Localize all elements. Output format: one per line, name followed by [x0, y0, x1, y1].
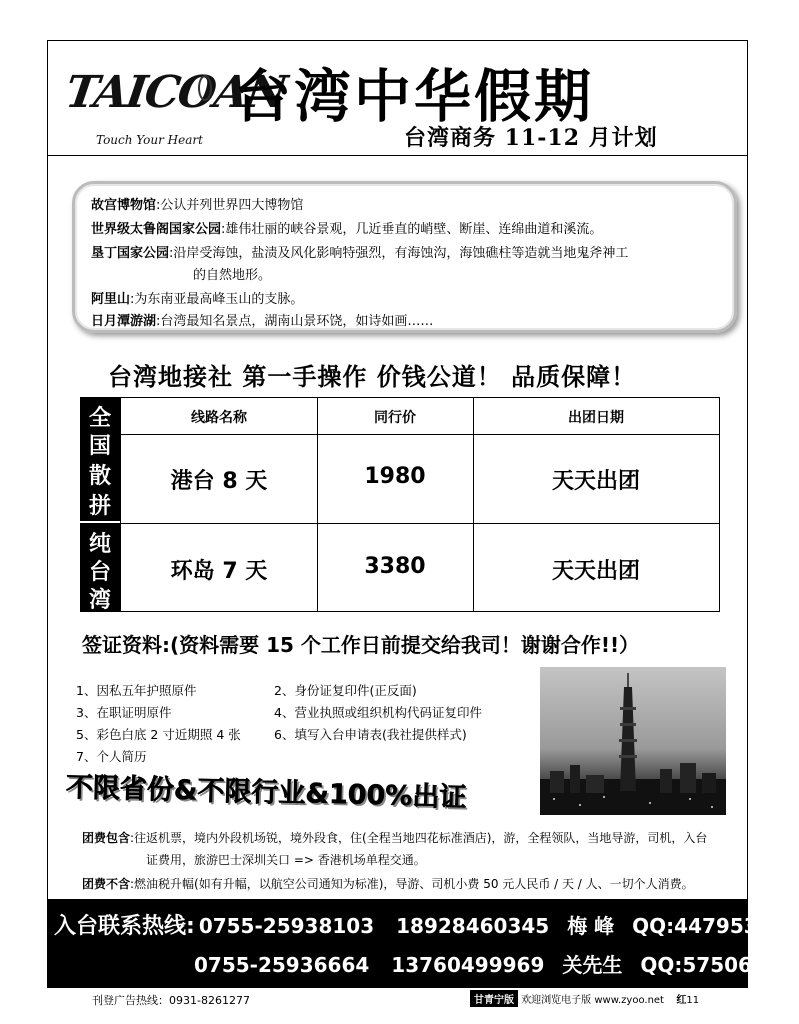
logo-tagline: Touch Your Heart	[96, 133, 203, 147]
hotline-qq: QQ:57506060	[640, 953, 794, 977]
visa-title: 签证资料:(资料需要 15 个工作日前提交给我司！谢谢合作!!）	[82, 633, 640, 657]
ad-hotline: 刊登广告热线：0931-8261277	[92, 994, 250, 1007]
hotline-row	[194, 949, 794, 978]
hotline-mobile: 13760499969	[391, 953, 545, 977]
side-char: 湾	[88, 588, 111, 613]
taiwan-logo	[62, 49, 289, 149]
visa-doc-item: 7、个人简历	[76, 749, 147, 764]
page-number: 11	[686, 995, 700, 1006]
table-cell-price: 1980	[364, 464, 426, 489]
hotline-band	[48, 899, 799, 987]
table-cell-price: 3380	[364, 554, 426, 579]
logo-badge-icon	[198, 75, 212, 101]
route-table	[120, 397, 720, 612]
table-header-date: 出团日期	[568, 410, 624, 426]
header-divider	[48, 155, 747, 156]
taipei-skyline-photo	[540, 667, 726, 815]
hotline-name: 关先生	[562, 953, 623, 977]
promo-banner: 不限省份&不限行业&100%出证	[65, 772, 467, 814]
side-label-divider	[80, 521, 120, 523]
side-char: 纯	[88, 532, 111, 557]
fee-include-line: 团费包含:往返机票，境内外段机场锐，境外段食，住(全程当地四花标准酒店)，游，全程领队，当地导游，司机，入台	[82, 831, 708, 845]
visa-doc-item: 3、在职证明原件	[76, 705, 172, 720]
table-row-divider	[121, 523, 719, 524]
attraction-item-continued: 的自然地形。	[193, 268, 272, 283]
side-label-block	[80, 397, 120, 612]
visa-doc-item: 2、身份证复印件(正反面)	[274, 683, 417, 698]
hotline-mobile: 18928460345	[396, 914, 550, 938]
table-cell-route: 环岛 7 天	[170, 559, 268, 584]
hotline-name: 梅 峰	[567, 914, 615, 938]
hotline-phone: 0755-25936664	[194, 953, 370, 977]
table-header-price: 同行价	[374, 410, 416, 426]
hotline-label: 入台联系热线:	[54, 914, 195, 939]
fee-exclude-line: 团费不含:燃油税升幅(如有升幅，以航空公司通知为标准)，导游、司机小费 50 元人民币 / 天 / 人、一切个人消费。	[82, 877, 694, 891]
side-char: 拼	[88, 494, 111, 519]
table-cell-route: 港台 8 天	[170, 469, 268, 494]
footer-site-info	[470, 990, 699, 1007]
visa-doc-item: 5、彩色白底 2 寸近期照 4 张	[76, 727, 241, 742]
attraction-item: 故宫博物馆:公认并列世界四大博物馆	[91, 198, 304, 213]
hotline-phone: 0755-25938103	[198, 914, 375, 938]
site-text: 欢迎浏览电子版 www.zyoo.net	[521, 995, 664, 1006]
taipei-101-tower-icon	[540, 667, 726, 815]
visa-doc-item: 1、因私五年护照原件	[76, 683, 197, 698]
main-title: 台湾中华假期	[234, 64, 594, 130]
side-char: 国	[88, 434, 111, 459]
table-col-divider	[317, 398, 318, 611]
hotline-qq: QQ:447953262	[632, 914, 799, 938]
table-cell-date: 天天出团	[551, 559, 640, 584]
advert-page	[47, 40, 799, 988]
table-cell-date: 天天出团	[551, 469, 640, 494]
fee-include-line-continued: 证费用，旅游巴士深圳关口 => 香港机场单程交通。	[146, 853, 426, 867]
slogan: 台湾地接社 第一手操作 价钱公道！ 品质保障！	[108, 363, 637, 391]
attraction-item: 日月潭游湖:台湾最知名景点，湖南山景环饶，如诗如画……	[91, 314, 434, 329]
side-char: 全	[88, 406, 111, 431]
visa-doc-item: 6、填写入台申请表(我社提供样式)	[274, 727, 467, 742]
attractions-box	[72, 181, 737, 333]
attraction-item: 垦丁国家公园:沿岸受海蚀，盐渍及风化影响特强烈，有海蚀沟，海蚀礁柱等造就当地鬼斧神工	[91, 246, 629, 261]
edition-badge: 甘青宁版	[470, 990, 518, 1007]
side-char: 台	[88, 560, 111, 585]
side-char: 散	[88, 464, 111, 489]
visa-doc-item: 4、营业执照或组织机构代码证复印件	[274, 705, 482, 720]
table-header-route: 线路名称	[191, 410, 247, 426]
hotline-row	[54, 909, 799, 940]
sub-title: 台湾商务 11-12 月计划	[404, 125, 658, 151]
attraction-item: 阿里山:为东南亚最高峰玉山的支脉。	[91, 292, 304, 307]
attraction-item: 世界级太鲁阁国家公园:雄伟壮丽的峡谷景观，几近垂直的峭壁、断崖、连绵曲道和溪流。	[91, 222, 603, 237]
table-row-divider	[121, 434, 719, 435]
page-label: 红	[676, 995, 687, 1006]
logo-word: TAICOAN	[62, 67, 289, 118]
